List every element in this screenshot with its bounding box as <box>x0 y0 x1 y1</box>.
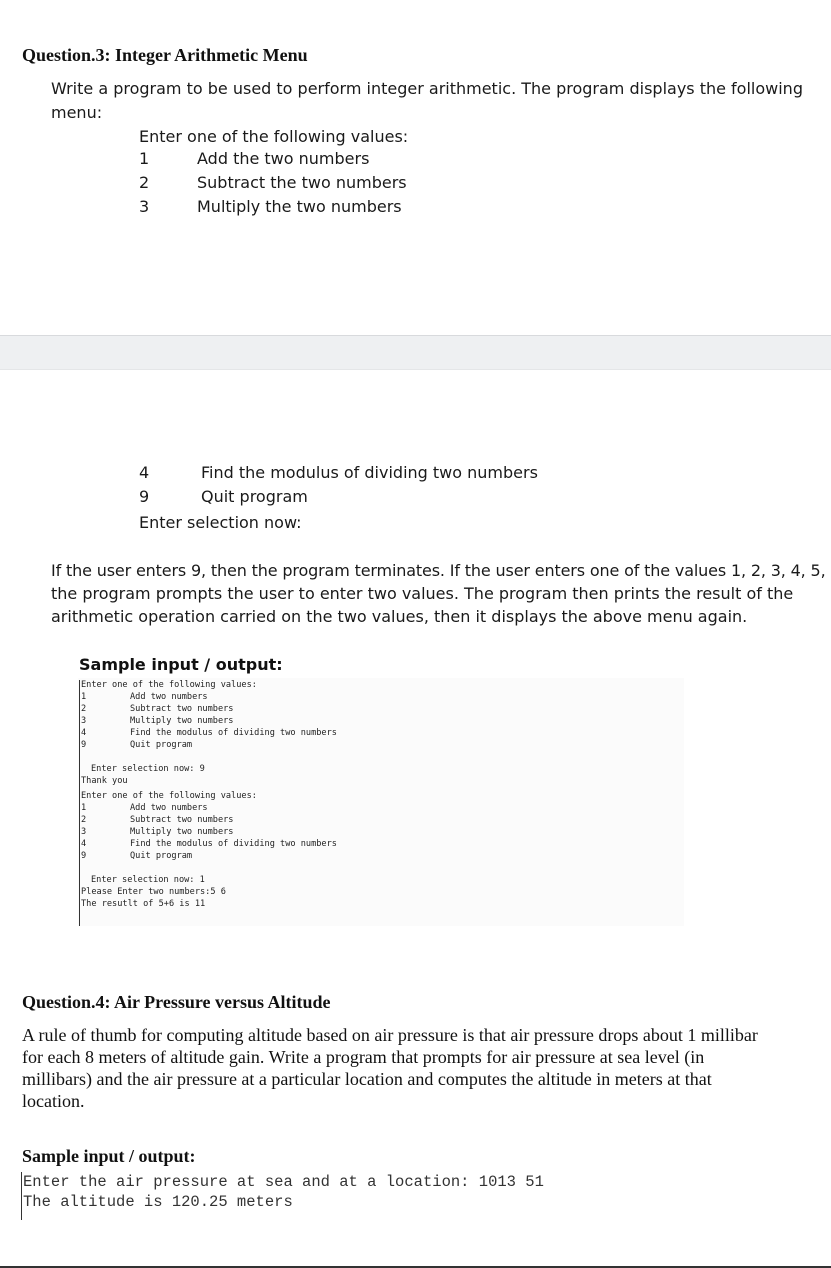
console-line: 4 <box>81 728 87 738</box>
console-line: 2 <box>81 815 87 825</box>
q3-intro-line1: Write a program to be used to perform integer arithmetic. The program displays the following <box>51 79 803 98</box>
console-line: 2 <box>81 704 87 714</box>
menu-item-number: 3 <box>139 197 150 216</box>
console-line: 9 <box>81 740 87 750</box>
console-line: Subtract two numbers <box>130 815 234 825</box>
console-line: The resutlt of 5+6 is 11 <box>81 899 206 909</box>
q3-para-line3: arithmetic operation carried on the two values, then it displays the above menu again. <box>51 607 748 626</box>
console-line: Find the modulus of dividing two numbers <box>130 728 337 738</box>
console-line: Please Enter two numbers:5 6 <box>81 887 226 897</box>
console-line: 1 <box>81 803 87 813</box>
q3-para-line1: If the user enters 9, then the program terminates. If the user enters one of the values 1, 2, 3, 4, 5, <box>51 561 826 580</box>
console-line: Enter selection now: 9 <box>91 764 205 774</box>
q3-para-line2: the program prompts the user to enter two values. The program then prints the result of the <box>51 584 794 603</box>
q3-sample-heading: Sample input / output: <box>79 655 283 674</box>
console-line: Thank you <box>81 776 128 786</box>
q3-title: Question.3: Integer Arithmetic Menu <box>22 45 308 65</box>
q4-para-line4: location. <box>22 1091 85 1111</box>
q4-para-line1: A rule of thumb for computing altitude based on air pressure is that air pressure drops about 1 millibar <box>22 1025 758 1045</box>
console-line: 1 <box>81 692 87 702</box>
q4-para-line2: for each 8 meters of altitude gain. Write a program that prompts for air pressure at sea level (in <box>22 1047 705 1067</box>
q4-sample-heading: Sample input / output: <box>22 1146 196 1166</box>
q4-para-line3: millibars) and the air pressure at a particular location and computes the altitude in meters at that <box>22 1069 712 1089</box>
console-left-edge <box>21 1172 22 1220</box>
console-line: Add two numbers <box>130 692 208 702</box>
console-line: Add two numbers <box>130 803 208 813</box>
q3-intro-line2: menu: <box>51 103 103 122</box>
console-line: Multiply two numbers <box>130 827 234 837</box>
console-line: Subtract two numbers <box>130 704 234 714</box>
console-line: Enter one of the following values: <box>81 791 257 801</box>
console-line: Find the modulus of dividing two numbers <box>130 839 337 849</box>
console-line: 4 <box>81 839 87 849</box>
q4-console-line1: Enter the air pressure at sea and at a location: 1013 51 <box>23 1173 544 1191</box>
menu-item-number: 1 <box>139 149 150 168</box>
console-line: Quit program <box>130 851 193 861</box>
menu-item-label: Quit program <box>201 487 308 506</box>
menu-footer: Enter selection now: <box>139 513 302 532</box>
menu-item-label: Find the modulus of dividing two numbers <box>201 463 538 482</box>
menu-item-number: 4 <box>139 463 150 482</box>
menu-item-label: Subtract the two numbers <box>197 173 407 192</box>
console-line: 9 <box>81 851 87 861</box>
console-line: 3 <box>81 827 87 837</box>
menu-header: Enter one of the following values: <box>139 127 409 146</box>
console-left-edge <box>79 680 80 926</box>
console-line: Enter one of the following values: <box>81 680 257 690</box>
menu-item-label: Multiply the two numbers <box>197 197 402 216</box>
menu-item-number: 9 <box>139 487 150 506</box>
console-line: Quit program <box>130 740 193 750</box>
q4-title: Question.4: Air Pressure versus Altitude <box>22 992 331 1012</box>
q4-console-line2: The altitude is 120.25 meters <box>23 1193 293 1211</box>
console-line: Multiply two numbers <box>130 716 234 726</box>
console-line: Enter selection now: 1 <box>91 875 205 885</box>
menu-item-label: Add the two numbers <box>197 149 370 168</box>
page-break <box>0 335 831 370</box>
console-line: 3 <box>81 716 87 726</box>
menu-item-number: 2 <box>139 173 150 192</box>
